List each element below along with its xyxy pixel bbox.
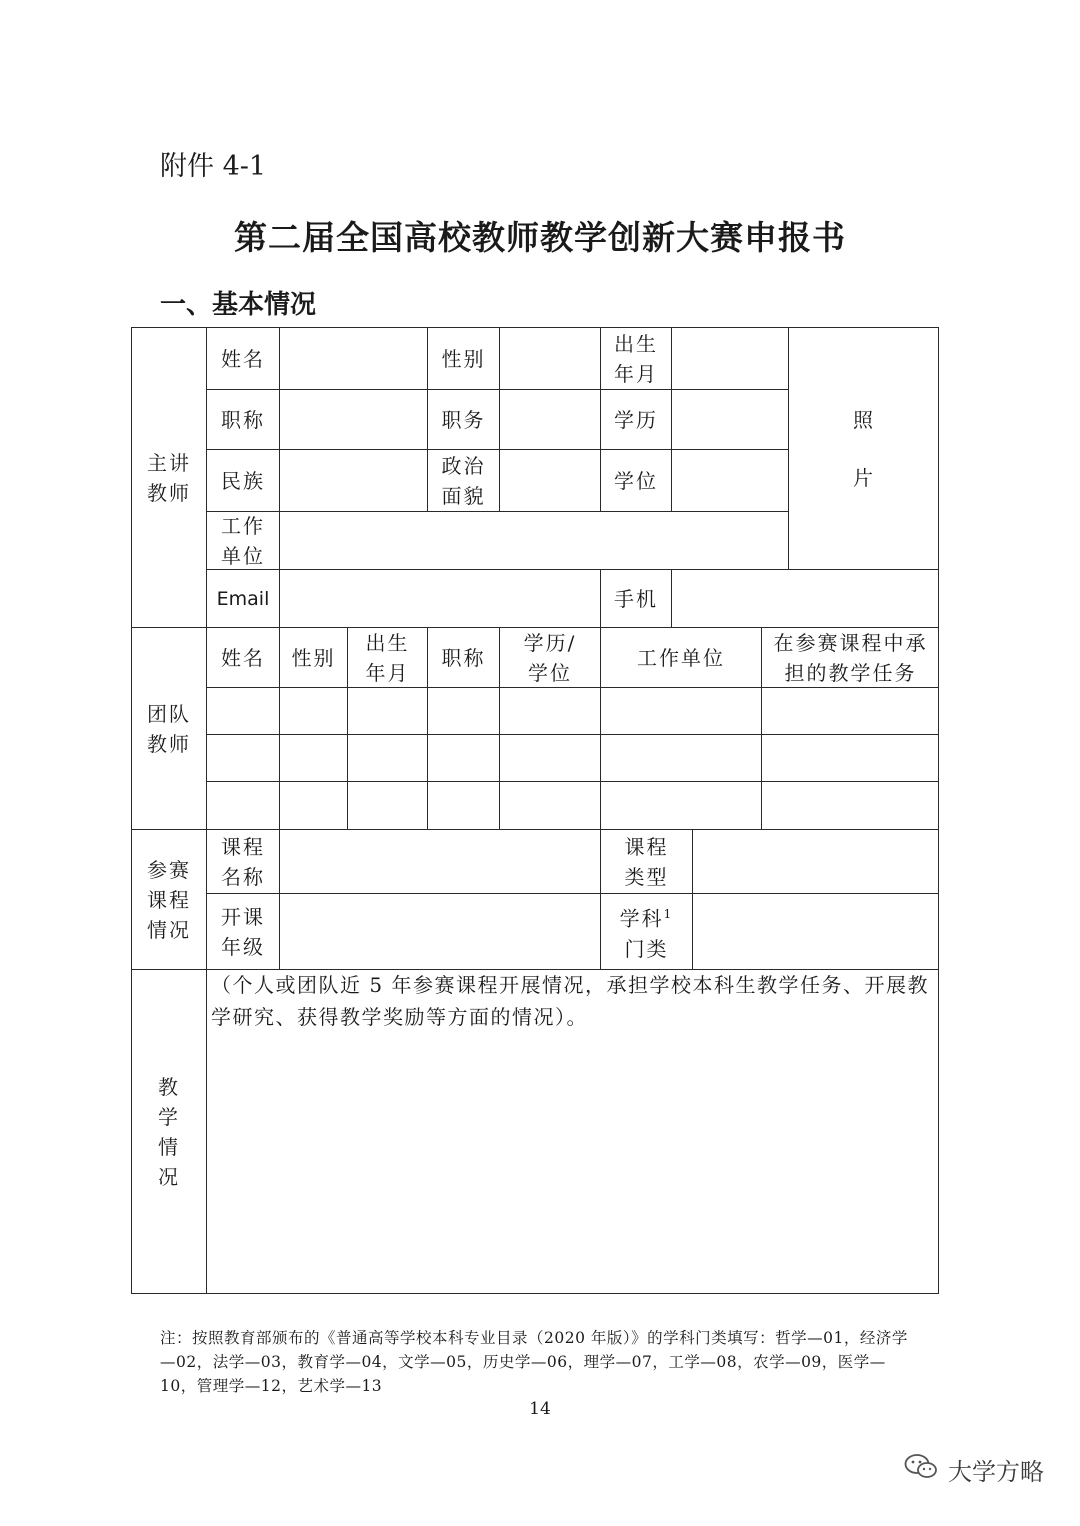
work-unit-field[interactable]: [279, 511, 788, 569]
education-field[interactable]: [671, 389, 788, 449]
team-cell[interactable]: [600, 734, 761, 781]
grade-field[interactable]: [279, 893, 600, 969]
document-title: 第二届全国高校教师教学创新大赛申报书: [234, 218, 846, 257]
title-field[interactable]: [279, 389, 427, 449]
mobile-field[interactable]: [671, 569, 939, 627]
subject-field[interactable]: [692, 893, 939, 969]
course-type-label: 课程类型: [600, 829, 692, 893]
section-heading: 一、基本情况: [160, 290, 317, 320]
team-header-title: 职称: [427, 627, 499, 687]
team-header-birth: 出生年月: [347, 627, 427, 687]
email-field[interactable]: [279, 569, 600, 627]
teaching-group-label: 教学情况: [131, 969, 206, 1294]
application-form: [131, 327, 939, 1294]
birth-label: 出生年月: [600, 327, 671, 389]
watermark: [904, 1452, 1044, 1487]
position-field[interactable]: [499, 389, 600, 449]
degree-label: 学位: [600, 449, 671, 511]
team-cell[interactable]: [206, 734, 279, 781]
team-header-task: 在参赛课程中承担的教学任务: [761, 627, 939, 687]
team-cell[interactable]: [347, 687, 427, 734]
photo-box[interactable]: [788, 327, 939, 569]
gender-label: 性别: [427, 327, 499, 389]
teaching-description: （个人或团队近 5 年参赛课程开展情况，承担学校本科生教学任务、开展教学研究、获得教学奖励等方面的情况）。: [211, 973, 929, 1029]
team-header-work-unit: 工作单位: [600, 627, 761, 687]
degree-field[interactable]: [671, 449, 788, 511]
title-label: 职称: [206, 389, 279, 449]
team-cell[interactable]: [206, 687, 279, 734]
team-cell[interactable]: [279, 734, 347, 781]
team-header-name: 姓名: [206, 627, 279, 687]
ethnicity-field[interactable]: [279, 449, 427, 511]
name-label: 姓名: [206, 327, 279, 389]
course-type-field[interactable]: [692, 829, 939, 893]
team-cell[interactable]: [761, 781, 939, 829]
team-cell[interactable]: [761, 687, 939, 734]
team-cell[interactable]: [499, 781, 600, 829]
team-cell[interactable]: [600, 781, 761, 829]
political-label: 政治面貌: [427, 449, 499, 511]
name-field[interactable]: [279, 327, 427, 389]
team-group-label: 团队教师: [131, 627, 206, 829]
main-teacher-group-label: 主讲教师: [131, 327, 206, 627]
grade-label: 开课年级: [206, 893, 279, 969]
team-header-gender: 性别: [279, 627, 347, 687]
email-label: Email: [206, 569, 279, 627]
photo-label-2: 片: [853, 465, 875, 490]
team-cell[interactable]: [347, 781, 427, 829]
subject-label: 学科$^1$ 门类: [600, 893, 692, 969]
political-field[interactable]: [499, 449, 600, 511]
attachment-label: 附件 4-1: [160, 151, 267, 182]
wechat-icon: [904, 1453, 938, 1487]
course-name-label: 课程名称: [206, 829, 279, 893]
team-cell[interactable]: [499, 734, 600, 781]
team-cell[interactable]: [347, 734, 427, 781]
team-header-education: 学历/学位: [499, 627, 600, 687]
mobile-label: 手机: [600, 569, 671, 627]
team-cell[interactable]: [600, 687, 761, 734]
team-cell[interactable]: [427, 734, 499, 781]
team-cell[interactable]: [279, 687, 347, 734]
team-cell[interactable]: [206, 781, 279, 829]
education-label: 学历: [600, 389, 671, 449]
footnote: 注：按照教育部颁布的《普通高等学校本科专业目录（2020 年版）》的学科门类填写：哲学—01，经济学—02，法学—03，教育学—04，文学—05，历史学—06，理学—07，工学—08，农学—09，医学—10，管理学—12，艺术学—13: [160, 1329, 908, 1395]
team-cell[interactable]: [279, 781, 347, 829]
gender-field[interactable]: [499, 327, 600, 389]
course-group-label: 参赛课程情况: [131, 829, 206, 969]
page-number: 14: [529, 1399, 551, 1419]
team-cell[interactable]: [427, 781, 499, 829]
watermark-text: 大学方略: [948, 1458, 1044, 1486]
position-label: 职务: [427, 389, 499, 449]
team-cell[interactable]: [499, 687, 600, 734]
course-name-field[interactable]: [279, 829, 600, 893]
birth-field[interactable]: [671, 327, 788, 389]
team-cell[interactable]: [761, 734, 939, 781]
ethnicity-label: 民族: [206, 449, 279, 511]
photo-label-1: 照: [853, 407, 875, 432]
work-unit-label: 工作单位: [206, 511, 279, 569]
team-cell[interactable]: [427, 687, 499, 734]
